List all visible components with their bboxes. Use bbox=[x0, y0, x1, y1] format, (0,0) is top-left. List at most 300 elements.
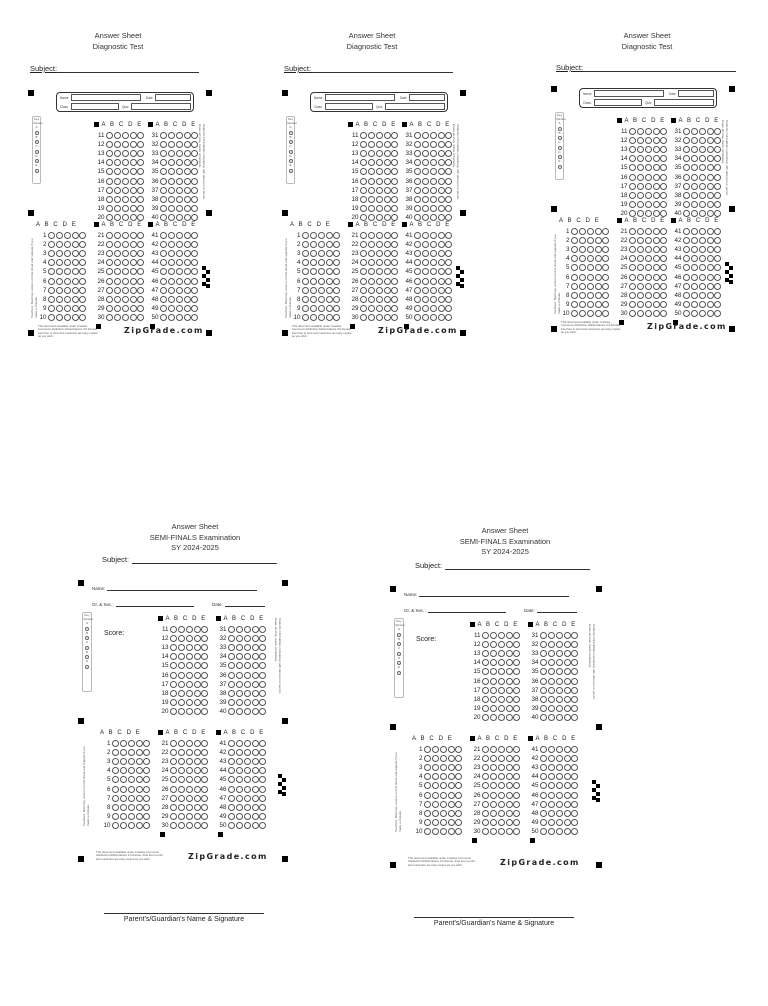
answer-bubble[interactable] bbox=[191, 278, 198, 285]
answer-bubble[interactable] bbox=[106, 178, 113, 185]
answer-bubble[interactable] bbox=[333, 259, 340, 266]
answer-bubble[interactable] bbox=[160, 241, 167, 248]
answer-bubble[interactable] bbox=[302, 268, 309, 275]
answer-bubble[interactable] bbox=[178, 767, 185, 774]
answer-bubble[interactable] bbox=[368, 159, 375, 166]
answer-bubble[interactable] bbox=[490, 810, 497, 817]
answer-bubble[interactable] bbox=[438, 314, 445, 321]
answer-bubble[interactable] bbox=[645, 128, 652, 135]
answer-bubble[interactable] bbox=[106, 305, 113, 312]
answer-bubble[interactable] bbox=[333, 296, 340, 303]
answer-bubble[interactable] bbox=[707, 228, 714, 235]
answer-bubble[interactable] bbox=[660, 174, 667, 181]
answer-bubble[interactable] bbox=[201, 699, 208, 706]
answer-bubble[interactable] bbox=[564, 650, 571, 657]
answer-bubble[interactable] bbox=[160, 187, 167, 194]
answer-bubble[interactable] bbox=[660, 274, 667, 281]
answer-bubble[interactable] bbox=[645, 155, 652, 162]
answer-bubble[interactable] bbox=[513, 746, 520, 753]
answer-bubble[interactable] bbox=[629, 301, 636, 308]
answer-bubble[interactable] bbox=[160, 250, 167, 257]
answer-bubble[interactable] bbox=[376, 314, 383, 321]
answer-bubble[interactable] bbox=[683, 301, 690, 308]
answer-bubble[interactable] bbox=[194, 776, 201, 783]
answer-bubble[interactable] bbox=[120, 786, 127, 793]
answer-bubble[interactable] bbox=[326, 278, 333, 285]
answer-bubble[interactable] bbox=[168, 178, 175, 185]
answer-bubble[interactable] bbox=[170, 795, 177, 802]
answer-bubble[interactable] bbox=[168, 159, 175, 166]
answer-bubble[interactable] bbox=[482, 659, 489, 666]
answer-bubble[interactable] bbox=[360, 187, 367, 194]
answer-bubble[interactable] bbox=[414, 214, 421, 221]
answer-bubble[interactable] bbox=[699, 246, 706, 253]
answer-bubble[interactable] bbox=[653, 146, 660, 153]
answer-bubble[interactable] bbox=[391, 278, 398, 285]
answer-bubble[interactable] bbox=[699, 228, 706, 235]
answer-bubble[interactable] bbox=[595, 283, 602, 290]
answer-bubble[interactable] bbox=[201, 626, 208, 633]
answer-bubble[interactable] bbox=[122, 150, 129, 157]
answer-bubble[interactable] bbox=[595, 292, 602, 299]
answer-bubble[interactable] bbox=[112, 813, 119, 820]
answer-bubble[interactable] bbox=[691, 283, 698, 290]
answer-bubble[interactable] bbox=[506, 764, 513, 771]
answer-bubble[interactable] bbox=[391, 159, 398, 166]
answer-bubble[interactable] bbox=[194, 653, 201, 660]
answer-bubble[interactable] bbox=[168, 305, 175, 312]
answer-bubble[interactable] bbox=[130, 232, 137, 239]
answer-bubble[interactable] bbox=[498, 659, 505, 666]
answer-bubble[interactable] bbox=[548, 810, 555, 817]
answer-bubble[interactable] bbox=[368, 168, 375, 175]
answer-bubble[interactable] bbox=[513, 782, 520, 789]
answer-bubble[interactable] bbox=[660, 164, 667, 171]
answer-bubble[interactable] bbox=[683, 228, 690, 235]
answer-bubble[interactable] bbox=[629, 183, 636, 190]
answer-bubble[interactable] bbox=[186, 749, 193, 756]
answer-bubble[interactable] bbox=[176, 232, 183, 239]
answer-bubble[interactable] bbox=[629, 310, 636, 317]
answer-bubble[interactable] bbox=[168, 168, 175, 175]
answer-bubble[interactable] bbox=[714, 228, 721, 235]
answer-bubble[interactable] bbox=[302, 305, 309, 312]
answer-bubble[interactable] bbox=[302, 241, 309, 248]
answer-bubble[interactable] bbox=[660, 201, 667, 208]
answer-bubble[interactable] bbox=[571, 764, 578, 771]
answer-bubble[interactable] bbox=[120, 767, 127, 774]
answer-bubble[interactable] bbox=[194, 813, 201, 820]
answer-bubble[interactable] bbox=[683, 137, 690, 144]
answer-bubble[interactable] bbox=[228, 740, 235, 747]
answer-bubble[interactable] bbox=[137, 187, 144, 194]
answer-bubble[interactable] bbox=[699, 155, 706, 162]
answer-bubble[interactable] bbox=[587, 292, 594, 299]
answer-bubble[interactable] bbox=[513, 764, 520, 771]
answer-bubble[interactable] bbox=[445, 305, 452, 312]
key-version-column[interactable] bbox=[394, 618, 404, 698]
answer-bubble[interactable] bbox=[424, 810, 431, 817]
answer-bubble[interactable] bbox=[691, 174, 698, 181]
answer-bubble[interactable] bbox=[130, 314, 137, 321]
answer-bubble[interactable] bbox=[228, 804, 235, 811]
answer-bubble[interactable] bbox=[160, 132, 167, 139]
answer-bubble[interactable] bbox=[714, 237, 721, 244]
answer-bubble[interactable] bbox=[114, 232, 121, 239]
answer-bubble[interactable] bbox=[571, 310, 578, 317]
answer-bubble[interactable] bbox=[513, 696, 520, 703]
answer-bubble[interactable] bbox=[482, 641, 489, 648]
answer-bubble[interactable] bbox=[228, 635, 235, 642]
answer-bubble[interactable] bbox=[244, 681, 251, 688]
answer-bubble[interactable] bbox=[112, 822, 119, 829]
answer-bubble[interactable] bbox=[414, 232, 421, 239]
answer-bubble[interactable] bbox=[160, 305, 167, 312]
answer-bubble[interactable] bbox=[178, 758, 185, 765]
answer-bubble[interactable] bbox=[564, 828, 571, 835]
answer-bubble[interactable] bbox=[176, 141, 183, 148]
answer-bubble[interactable] bbox=[438, 278, 445, 285]
answer-bubble[interactable] bbox=[455, 819, 462, 826]
answer-bubble[interactable] bbox=[432, 792, 439, 799]
answer-bubble[interactable] bbox=[252, 758, 259, 765]
answer-bubble[interactable] bbox=[490, 641, 497, 648]
answer-bubble[interactable] bbox=[455, 755, 462, 762]
answer-bubble[interactable] bbox=[691, 201, 698, 208]
answer-bubble[interactable] bbox=[252, 795, 259, 802]
answer-bubble[interactable] bbox=[259, 681, 266, 688]
answer-bubble[interactable] bbox=[360, 305, 367, 312]
answer-bubble[interactable] bbox=[414, 305, 421, 312]
answer-bubble[interactable] bbox=[571, 659, 578, 666]
answer-bubble[interactable] bbox=[259, 786, 266, 793]
answer-bubble[interactable] bbox=[438, 159, 445, 166]
answer-bubble[interactable] bbox=[160, 214, 167, 221]
answer-bubble[interactable] bbox=[318, 287, 325, 294]
answer-bubble[interactable] bbox=[660, 210, 667, 217]
answer-bubble[interactable] bbox=[114, 205, 121, 212]
answer-bubble[interactable] bbox=[645, 310, 652, 317]
answer-bubble[interactable] bbox=[168, 141, 175, 148]
answer-bubble[interactable] bbox=[168, 287, 175, 294]
answer-bubble[interactable] bbox=[556, 819, 563, 826]
answer-bubble[interactable] bbox=[540, 746, 547, 753]
answer-bubble[interactable] bbox=[106, 250, 113, 257]
student-id-box[interactable] bbox=[56, 92, 194, 112]
answer-bubble[interactable] bbox=[79, 232, 86, 239]
answer-bubble[interactable] bbox=[548, 755, 555, 762]
answer-bubble[interactable] bbox=[556, 714, 563, 721]
answer-bubble[interactable] bbox=[137, 178, 144, 185]
answer-bubble[interactable] bbox=[137, 259, 144, 266]
answer-bubble[interactable] bbox=[430, 196, 437, 203]
answer-bubble[interactable] bbox=[707, 146, 714, 153]
answer-bubble[interactable] bbox=[64, 314, 71, 321]
answer-bubble[interactable] bbox=[513, 810, 520, 817]
answer-bubble[interactable] bbox=[252, 749, 259, 756]
answer-bubble[interactable] bbox=[660, 237, 667, 244]
answer-bubble[interactable] bbox=[360, 178, 367, 185]
answer-bubble[interactable] bbox=[122, 132, 129, 139]
answer-bubble[interactable] bbox=[438, 187, 445, 194]
answer-bubble[interactable] bbox=[637, 146, 644, 153]
answer-bubble[interactable] bbox=[498, 687, 505, 694]
answer-bubble[interactable] bbox=[244, 795, 251, 802]
answer-bubble[interactable] bbox=[540, 632, 547, 639]
answer-bubble[interactable] bbox=[130, 278, 137, 285]
answer-bubble[interactable] bbox=[376, 268, 383, 275]
answer-bubble[interactable] bbox=[176, 314, 183, 321]
answer-bubble[interactable] bbox=[587, 310, 594, 317]
answer-bubble[interactable] bbox=[653, 155, 660, 162]
answer-bubble[interactable] bbox=[653, 246, 660, 253]
answer-bubble[interactable] bbox=[691, 255, 698, 262]
answer-bubble[interactable] bbox=[178, 635, 185, 642]
answer-bubble[interactable] bbox=[136, 776, 143, 783]
answer-bubble[interactable] bbox=[438, 250, 445, 257]
parent-signature-field[interactable] bbox=[414, 917, 574, 927]
answer-bubble[interactable] bbox=[326, 314, 333, 321]
answer-bubble[interactable] bbox=[564, 810, 571, 817]
answer-bubble[interactable] bbox=[259, 758, 266, 765]
answer-bubble[interactable] bbox=[130, 205, 137, 212]
answer-bubble[interactable] bbox=[556, 668, 563, 675]
answer-bubble[interactable] bbox=[448, 792, 455, 799]
answer-bubble[interactable] bbox=[653, 174, 660, 181]
answer-bubble[interactable] bbox=[252, 662, 259, 669]
answer-bubble[interactable] bbox=[137, 159, 144, 166]
answer-bubble[interactable] bbox=[438, 268, 445, 275]
answer-bubble[interactable] bbox=[302, 278, 309, 285]
answer-bubble[interactable] bbox=[106, 278, 113, 285]
answer-bubble[interactable] bbox=[384, 168, 391, 175]
answer-bubble[interactable] bbox=[691, 246, 698, 253]
answer-bubble[interactable] bbox=[653, 283, 660, 290]
answer-bubble[interactable] bbox=[707, 246, 714, 253]
answer-bubble[interactable] bbox=[48, 287, 55, 294]
answer-bubble[interactable] bbox=[637, 228, 644, 235]
answer-bubble[interactable] bbox=[556, 792, 563, 799]
answer-bubble[interactable] bbox=[513, 773, 520, 780]
answer-bubble[interactable] bbox=[259, 740, 266, 747]
answer-bubble[interactable] bbox=[384, 187, 391, 194]
answer-bubble[interactable] bbox=[498, 810, 505, 817]
answer-bubble[interactable] bbox=[540, 764, 547, 771]
answer-bubble[interactable] bbox=[244, 626, 251, 633]
answer-bubble[interactable] bbox=[683, 292, 690, 299]
answer-bubble[interactable] bbox=[660, 146, 667, 153]
answer-bubble[interactable] bbox=[556, 632, 563, 639]
answer-bubble[interactable] bbox=[168, 250, 175, 257]
answer-bubble[interactable] bbox=[326, 259, 333, 266]
answer-bubble[interactable] bbox=[194, 690, 201, 697]
answer-bubble[interactable] bbox=[556, 641, 563, 648]
answer-bubble[interactable] bbox=[252, 786, 259, 793]
answer-bubble[interactable] bbox=[432, 782, 439, 789]
answer-bubble[interactable] bbox=[259, 708, 266, 715]
answer-bubble[interactable] bbox=[548, 746, 555, 753]
answer-bubble[interactable] bbox=[548, 668, 555, 675]
answer-bubble[interactable] bbox=[571, 632, 578, 639]
answer-bubble[interactable] bbox=[376, 241, 383, 248]
answer-bubble[interactable] bbox=[168, 132, 175, 139]
answer-bubble[interactable] bbox=[414, 296, 421, 303]
answer-bubble[interactable] bbox=[122, 205, 129, 212]
answer-bubble[interactable] bbox=[259, 699, 266, 706]
answer-bubble[interactable] bbox=[579, 228, 586, 235]
answer-bubble[interactable] bbox=[422, 259, 429, 266]
answer-bubble[interactable] bbox=[629, 137, 636, 144]
answer-bubble[interactable] bbox=[579, 283, 586, 290]
answer-bubble[interactable] bbox=[360, 150, 367, 157]
answer-bubble[interactable] bbox=[556, 696, 563, 703]
answer-bubble[interactable] bbox=[498, 696, 505, 703]
answer-bubble[interactable] bbox=[714, 283, 721, 290]
answer-bubble[interactable] bbox=[448, 764, 455, 771]
answer-bubble[interactable] bbox=[699, 301, 706, 308]
answer-bubble[interactable] bbox=[178, 626, 185, 633]
answer-bubble[interactable] bbox=[482, 632, 489, 639]
answer-bubble[interactable] bbox=[178, 644, 185, 651]
answer-bubble[interactable] bbox=[184, 232, 191, 239]
answer-bubble[interactable] bbox=[184, 168, 191, 175]
answer-bubble[interactable] bbox=[360, 241, 367, 248]
answer-bubble[interactable] bbox=[482, 801, 489, 808]
answer-bubble[interactable] bbox=[244, 708, 251, 715]
answer-bubble[interactable] bbox=[170, 776, 177, 783]
answer-bubble[interactable] bbox=[691, 274, 698, 281]
answer-bubble[interactable] bbox=[384, 305, 391, 312]
answer-bubble[interactable] bbox=[653, 201, 660, 208]
answer-bubble[interactable] bbox=[653, 292, 660, 299]
answer-bubble[interactable] bbox=[422, 287, 429, 294]
answer-bubble[interactable] bbox=[360, 205, 367, 212]
answer-bubble[interactable] bbox=[556, 764, 563, 771]
answer-bubble[interactable] bbox=[122, 296, 129, 303]
answer-bubble[interactable] bbox=[540, 819, 547, 826]
answer-bubble[interactable] bbox=[360, 268, 367, 275]
answer-bubble[interactable] bbox=[259, 804, 266, 811]
answer-bubble[interactable] bbox=[128, 804, 135, 811]
key-version-column[interactable] bbox=[82, 612, 92, 692]
answer-bubble[interactable] bbox=[160, 278, 167, 285]
answer-bubble[interactable] bbox=[587, 255, 594, 262]
answer-bubble[interactable] bbox=[186, 644, 193, 651]
answer-bubble[interactable] bbox=[79, 250, 86, 257]
answer-bubble[interactable] bbox=[106, 187, 113, 194]
answer-bubble[interactable] bbox=[414, 159, 421, 166]
answer-bubble[interactable] bbox=[445, 314, 452, 321]
answer-bubble[interactable] bbox=[432, 819, 439, 826]
answer-bubble[interactable] bbox=[376, 214, 383, 221]
answer-bubble[interactable] bbox=[178, 776, 185, 783]
answer-bubble[interactable] bbox=[168, 268, 175, 275]
answer-bubble[interactable] bbox=[228, 690, 235, 697]
answer-bubble[interactable] bbox=[201, 662, 208, 669]
answer-bubble[interactable] bbox=[228, 758, 235, 765]
answer-bubble[interactable] bbox=[637, 137, 644, 144]
answer-bubble[interactable] bbox=[184, 287, 191, 294]
answer-bubble[interactable] bbox=[637, 255, 644, 262]
answer-bubble[interactable] bbox=[136, 758, 143, 765]
answer-bubble[interactable] bbox=[564, 746, 571, 753]
answer-bubble[interactable] bbox=[368, 187, 375, 194]
answer-bubble[interactable] bbox=[143, 740, 150, 747]
answer-bubble[interactable] bbox=[176, 132, 183, 139]
answer-bubble[interactable] bbox=[683, 274, 690, 281]
answer-bubble[interactable] bbox=[310, 232, 317, 239]
answer-bubble[interactable] bbox=[513, 650, 520, 657]
answer-bubble[interactable] bbox=[376, 250, 383, 257]
answer-bubble[interactable] bbox=[72, 287, 79, 294]
answer-bubble[interactable] bbox=[228, 681, 235, 688]
answer-bubble[interactable] bbox=[184, 196, 191, 203]
answer-bubble[interactable] bbox=[440, 746, 447, 753]
answer-bubble[interactable] bbox=[302, 259, 309, 266]
answer-bubble[interactable] bbox=[302, 232, 309, 239]
section-field[interactable] bbox=[404, 608, 506, 613]
answer-bubble[interactable] bbox=[424, 801, 431, 808]
answer-bubble[interactable] bbox=[236, 699, 243, 706]
answer-bubble[interactable] bbox=[629, 146, 636, 153]
answer-bubble[interactable] bbox=[602, 283, 609, 290]
answer-bubble[interactable] bbox=[191, 214, 198, 221]
answer-bubble[interactable] bbox=[629, 192, 636, 199]
answer-bubble[interactable] bbox=[56, 314, 63, 321]
answer-bubble[interactable] bbox=[168, 278, 175, 285]
answer-bubble[interactable] bbox=[72, 259, 79, 266]
answer-bubble[interactable] bbox=[72, 241, 79, 248]
answer-bubble[interactable] bbox=[360, 196, 367, 203]
answer-bubble[interactable] bbox=[48, 241, 55, 248]
answer-bubble[interactable] bbox=[540, 828, 547, 835]
answer-bubble[interactable] bbox=[438, 214, 445, 221]
answer-bubble[interactable] bbox=[645, 192, 652, 199]
answer-bubble[interactable] bbox=[691, 192, 698, 199]
answer-bubble[interactable] bbox=[571, 696, 578, 703]
answer-bubble[interactable] bbox=[587, 246, 594, 253]
answer-bubble[interactable] bbox=[259, 644, 266, 651]
answer-bubble[interactable] bbox=[143, 813, 150, 820]
answer-bubble[interactable] bbox=[691, 310, 698, 317]
answer-bubble[interactable] bbox=[114, 178, 121, 185]
answer-bubble[interactable] bbox=[384, 268, 391, 275]
answer-bubble[interactable] bbox=[176, 287, 183, 294]
answer-bubble[interactable] bbox=[432, 755, 439, 762]
answer-bubble[interactable] bbox=[391, 259, 398, 266]
answer-bubble[interactable] bbox=[368, 196, 375, 203]
answer-bubble[interactable] bbox=[645, 255, 652, 262]
answer-bubble[interactable] bbox=[201, 644, 208, 651]
answer-bubble[interactable] bbox=[176, 278, 183, 285]
answer-bubble[interactable] bbox=[422, 278, 429, 285]
answer-bubble[interactable] bbox=[244, 690, 251, 697]
answer-bubble[interactable] bbox=[482, 687, 489, 694]
answer-bubble[interactable] bbox=[455, 782, 462, 789]
answer-bubble[interactable] bbox=[587, 283, 594, 290]
answer-bubble[interactable] bbox=[170, 767, 177, 774]
answer-bubble[interactable] bbox=[122, 178, 129, 185]
answer-bubble[interactable] bbox=[106, 150, 113, 157]
answer-bubble[interactable] bbox=[64, 278, 71, 285]
answer-bubble[interactable] bbox=[440, 801, 447, 808]
answer-bubble[interactable] bbox=[114, 196, 121, 203]
key-version-column[interactable] bbox=[286, 116, 298, 184]
answer-bubble[interactable] bbox=[602, 292, 609, 299]
answer-bubble[interactable] bbox=[136, 749, 143, 756]
answer-bubble[interactable] bbox=[360, 168, 367, 175]
answer-bubble[interactable] bbox=[168, 232, 175, 239]
